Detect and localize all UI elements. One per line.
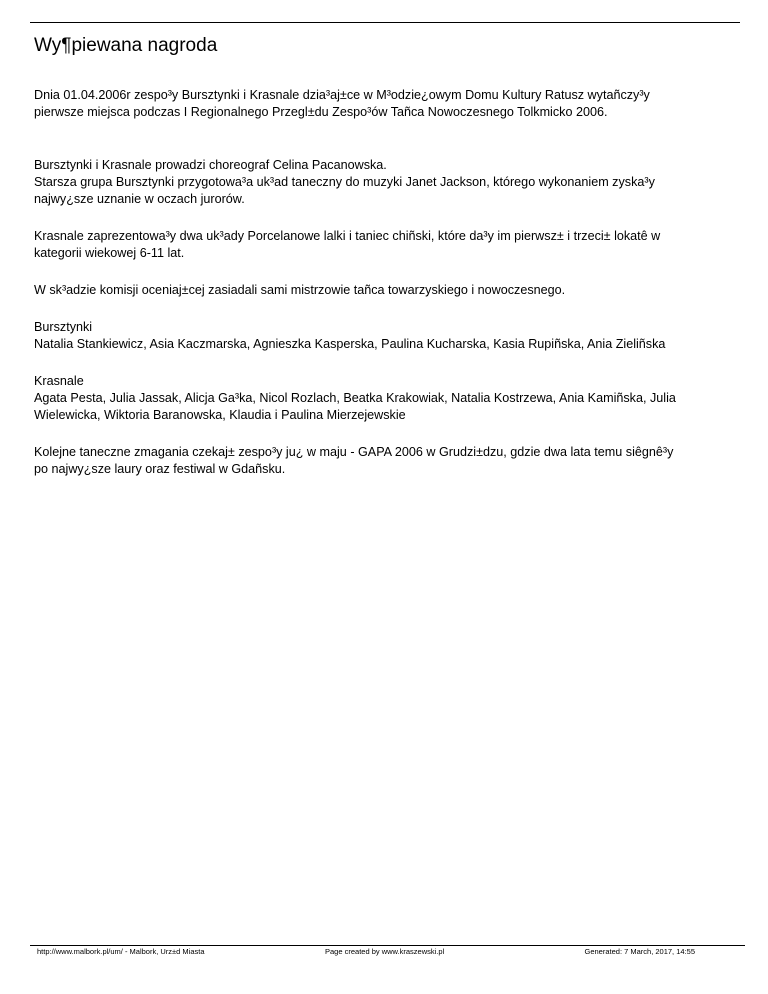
paragraph-intro: Dnia 01.04.2006r zespo³y Bursztynki i Krasnale dzia³aj±ce w M³odzie¿owym Domu Kultury Ratusz wytañczy³y pierwsze miejsca podczas I Regionalnego Przegl±du Zespo³ów Tañca Nowoczesnego Tolkmicko 2006. bbox=[34, 88, 650, 119]
paragraph-next-events: Kolejne taneczne zmagania czekaj± zespo³y ju¿ w maju - GAPA 2006 w Grudzi±dzu, gdzie dwa lata temu siêgnê³y po najwy¿sze laury oraz festiwal w Gdañsku. bbox=[34, 445, 674, 476]
paragraph-bursztynki-members: Bursztynki Natalia Stankiewicz, Asia Kaczmarska, Agnieszka Kasperska, Paulina Kucharska, Kasia Rupiñska, Ania Zieliñska bbox=[34, 320, 666, 351]
footer-generated-date: Generated: 7 March, 2017, 14:55 bbox=[584, 947, 695, 956]
article-body bbox=[34, 87, 734, 478]
footer-credit: Page created by www.kraszewski.pl bbox=[325, 947, 445, 956]
page-title: Wy¶piewana nagroda bbox=[34, 35, 218, 56]
footer-divider bbox=[30, 945, 745, 946]
header-divider bbox=[30, 22, 740, 23]
paragraph-krasnale-performance: Krasnale zaprezentowa³y dwa uk³ady Porcelanowe lalki i taniec chiñski, które da³y im pierwsz± i trzeci± lokatê w kategorii wiekowej 6-11 lat. bbox=[34, 229, 661, 260]
paragraph-krasnale-members: Krasnale Agata Pesta, Julia Jassak, Alicja Ga³ka, Nicol Rozlach, Beatka Krakowiak, Natalia Kostrzewa, Ania Kamiñska, Julia Wielewicka, Wiktoria Baranowska, Klaudia i Paulina Mierzejewskie bbox=[34, 374, 676, 422]
paragraph-jury: W sk³adzie komisji oceniaj±cej zasiadali sami mistrzowie tañca towarzyskiego i nowoczesnego. bbox=[34, 283, 566, 297]
footer-source-link[interactable]: http://www.malbork.pl/um/ - Malbork, Urz±d Miasta bbox=[37, 947, 205, 956]
paragraph-choreographer: Bursztynki i Krasnale prowadzi choreograf Celina Pacanowska. Starsza grupa Bursztynki przygotowa³a uk³ad taneczny do muzyki Janet Jackson, którego wykonaniem zyska³y najwy¿sze uznanie w oczach jurorów. bbox=[34, 158, 655, 206]
